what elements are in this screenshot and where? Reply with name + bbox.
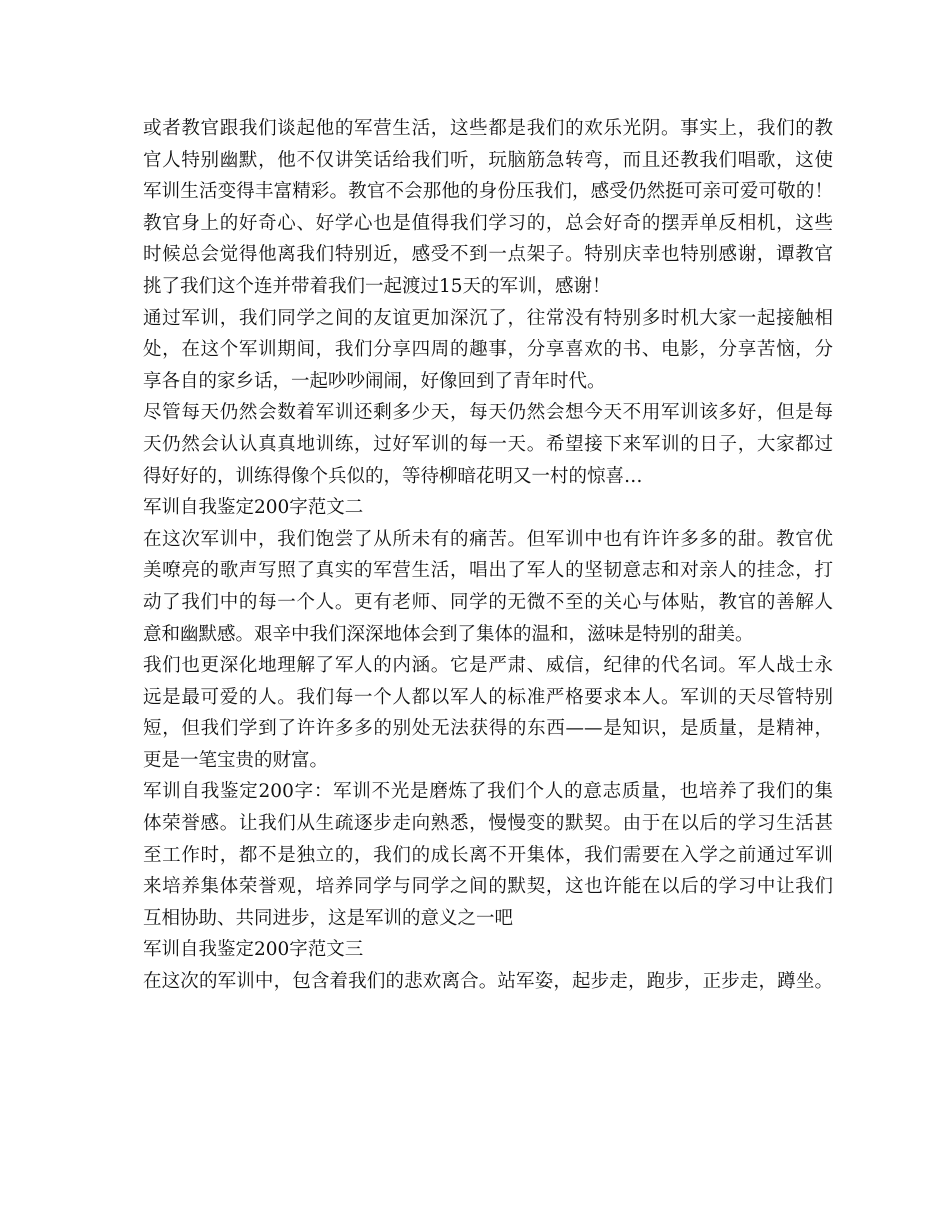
text-line: 官人特别幽默，他不仅讲笑话给我们听，玩脑筋急转弯，而且还教我们唱歌，这使	[143, 149, 833, 171]
text-line: 挑了我们这个连并带着我们一起渡过15天的军训，感谢！	[143, 275, 611, 297]
text-line: 军训生活变得丰富精彩。教官不会那他的身份压我们，感受仍然挺可亲可爱可敬的！	[143, 181, 833, 203]
text-line: 至工作时，都不是独立的，我们的成长离不开集体，我们需要在入学之前通过军训	[143, 844, 833, 866]
text-line: 互相协助、共同进步，这是军训的意义之一吧	[143, 907, 514, 929]
text-line: 尽管每天仍然会数着军训还剩多少天，每天仍然会想今天不用军训该多好，但是每	[143, 402, 833, 424]
text-line: 通过军训，我们同学之间的友谊更加深沉了，往常没有特别多时机大家一起接触相	[143, 307, 833, 329]
text-line: 意和幽默感。艰辛中我们深深地体会到了集体的温和，滋味是特别的甜美。	[143, 623, 754, 645]
section-heading: 军训自我鉴定200字范文二	[143, 497, 364, 519]
text-line: 来培养集体荣誉观，培养同学与同学之间的默契，这也许能在以后的学习中让我们	[143, 876, 833, 898]
text-line: 处，在这个军训期间，我们分享四周的趣事，分享喜欢的书、电影，分享苦恼，分	[143, 339, 833, 361]
text-line: 美嘹亮的歌声写照了真实的军营生活，唱出了军人的坚韧意志和对亲人的挂念，打	[143, 560, 833, 582]
text-line: 动了我们中的每一个人。更有老师、同学的无微不至的关心与体贴，教官的善解人	[143, 591, 833, 613]
text-line: 教官身上的好奇心、好学心也是值得我们学习的，总会好奇的摆弄单反相机，这些	[143, 212, 833, 234]
text-line: 我们也更深化地理解了军人的内涵。它是严肃、威信，纪律的代名词。军人战士永	[143, 655, 833, 677]
text-line: 享各自的家乡话，一起吵吵闹闹，好像回到了青年时代。	[143, 370, 606, 392]
text-line: 得好好的，训练得像个兵似的，等待柳暗花明又一村的惊喜…	[143, 465, 643, 487]
text-line: 军训自我鉴定200字：军训不光是磨炼了我们个人的意志质量，也培养了我们的集	[143, 781, 833, 803]
text-line: 短，但我们学到了许许多多的别处无法获得的东西——是知识，是质量，是精神，	[143, 718, 833, 740]
text-line: 远是最可爱的人。我们每一个人都以军人的标准严格要求本人。军训的天尽管特别	[143, 686, 833, 708]
section-heading: 军训自我鉴定200字范文三	[143, 939, 364, 961]
document-body	[143, 113, 833, 998]
text-line: 在这次的军训中，包含着我们的悲欢离合。站军姿，起步走，跑步，正步走，蹲坐。	[143, 971, 833, 993]
text-line: 体荣誉感。让我们从生疏逐步走向熟悉，慢慢变的默契。由于在以后的学习生活甚	[143, 813, 833, 835]
text-line: 时候总会觉得他离我们特别近，感受不到一点架子。特别庆幸也特别感谢，谭教官	[143, 244, 833, 266]
text-line: 在这次军训中，我们饱尝了从所未有的痛苦。但军训中也有许许多多的甜。教官优	[143, 528, 833, 550]
text-line: 或者教官跟我们谈起他的军营生活，这些都是我们的欢乐光阴。事实上，我们的教	[143, 118, 833, 139]
text-line: 天仍然会认认真真地训练，过好军训的每一天。希望接下来军训的日子，大家都过	[143, 433, 833, 455]
text-line: 更是一笔宝贵的财富。	[143, 749, 329, 771]
